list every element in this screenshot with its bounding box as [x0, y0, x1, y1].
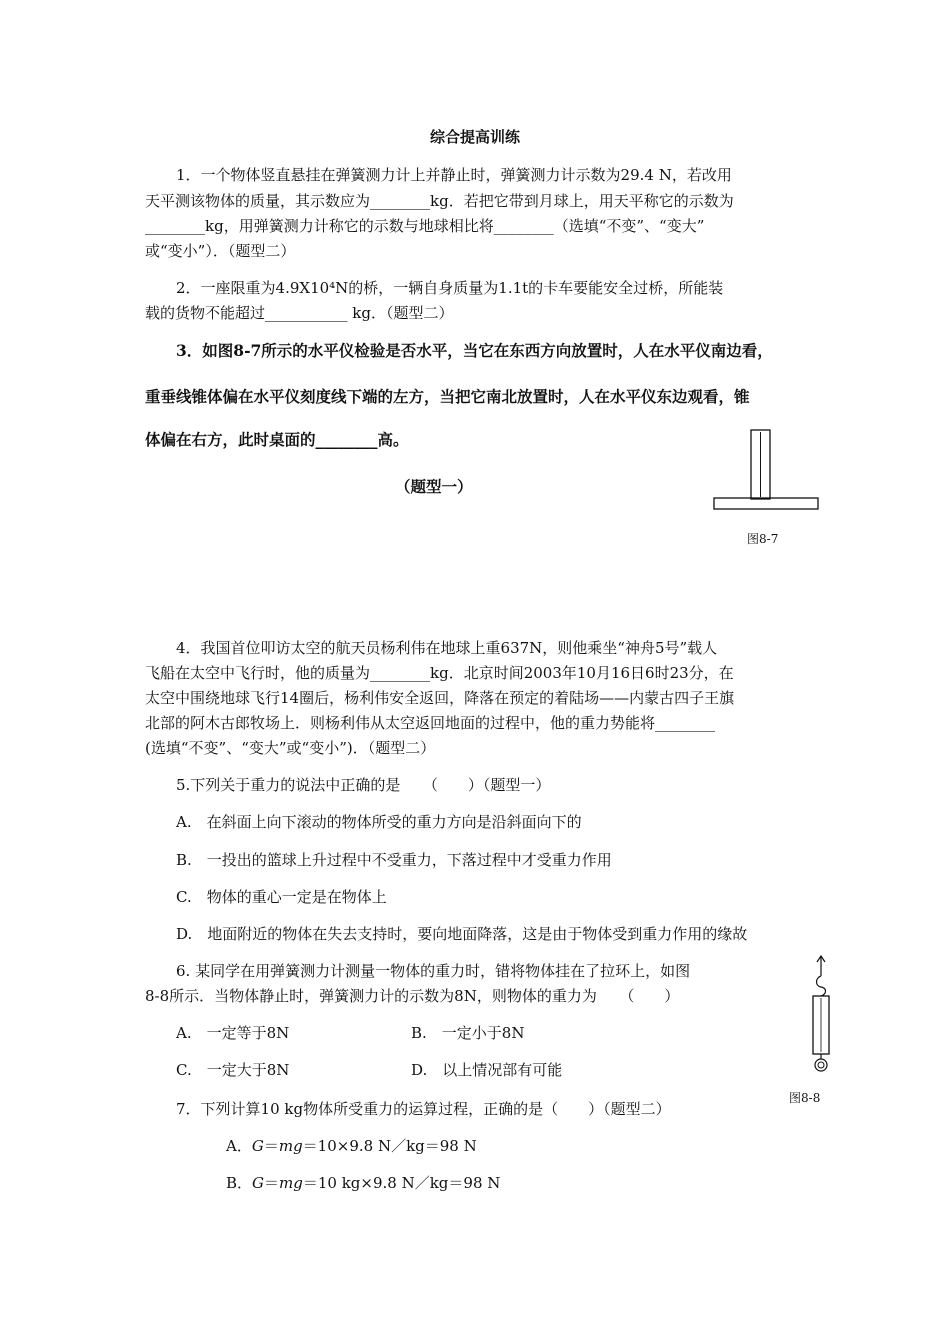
q6-line-1: 6. 某同学在用弹簧测力计测量一物体的重力时，错将物体挂在了拉环上，如图 [176, 962, 691, 980]
hook-icon [817, 976, 826, 996]
q7-b-prefix: B． [226, 1174, 253, 1192]
q6-option-b: B. 一定小于8N [411, 1024, 525, 1042]
q7-b-g: G [252, 1174, 265, 1192]
q1-line-2: 天平测该物体的质量，其示数应为________kg．若把它带到月球上，用天平称它的示数为 [145, 192, 734, 210]
q7-stem: 7．下列计算10 kg物体所受重力的运算过程，正确的是（ ）（题型二） [176, 1100, 671, 1118]
q6-option-d: D. 以上情况部有可能 [411, 1061, 563, 1079]
figure-8-8-caption: 图8-8 [789, 1091, 821, 1105]
q7-b-eq: ＝ [264, 1174, 280, 1192]
q7-a-g: G [251, 1137, 264, 1155]
pull-ring-inner [818, 1062, 824, 1068]
q7-a-prefix: A． [226, 1137, 252, 1155]
q7-a-mg: mg [278, 1137, 303, 1155]
figure-8-7-caption: 图8-7 [747, 532, 779, 546]
q5-stem: 5.下列关于重力的说法中正确的是 （ ）（题型一） [176, 776, 551, 794]
q6-option-a: A. 一定等于8N [176, 1024, 290, 1042]
page-title: 综合提高训练 [429, 128, 520, 146]
q5-option-b: B. 一投出的篮球上升过程中不受重力，下落过程中才受重力作用 [176, 851, 612, 869]
q7-a-eq: ＝ [263, 1137, 279, 1155]
q4-line-5: (选填“不变”、“变大”或“变小”)．（题型二） [145, 739, 436, 757]
q1-line-4: 或“变小”）．（题型二） [145, 242, 296, 260]
q3-line-3: 体偏在右方，此时桌面的________高。 [145, 430, 409, 449]
spring-scale-figure [806, 954, 836, 1074]
q7-b-rest: ＝10 kg×9.8 N／kg＝98 N [302, 1174, 501, 1192]
level-instrument-figure [712, 428, 822, 512]
q6-line-2: 8-8所示．当物体静止时，弹簧测力计的示数为8N，则物体的重力为 （ ） [145, 987, 680, 1005]
q2-line-1: 2．一座限重为4.9X10⁴N的桥，一辆自身质量为1.1t的卡车要能安全过桥，所能装 [176, 279, 724, 297]
q7-option-a [226, 1135, 477, 1156]
q7-option-b [226, 1172, 500, 1193]
q6-option-c: C. 一定大于8N [176, 1061, 290, 1079]
q3-line-1: 3．如图8-7所示的水平仪检验是否水平，当它在东西方向放置时，人在水平仪南边看， [176, 341, 773, 360]
q4-line-3: 太空中围绕地球飞行14圈后，杨利伟安全返回，降落在预定的着陆场——内蒙古四子王旗 [145, 689, 735, 707]
q2-line-2: 载的货物不能超过___________ kg．（题型二） [145, 304, 454, 322]
q7-a-rest: ＝10×9.8 N／kg＝98 N [302, 1137, 477, 1155]
q4-line-1: 4．我国首位叩访太空的航天员杨利伟在地球上重637N，则他乘坐“神舟5号”载人 [176, 639, 718, 657]
q1-line-3: ________kg，用弹簧测力计称它的示数与地球相比将________（选填“不变”、“变大” [145, 217, 705, 235]
q4-line-4: 北部的阿木古郎牧场上．则杨利伟从太空返回地面的过程中，他的重力势能将________ [145, 714, 716, 732]
q3-line-2: 重垂线锥体偏在水平仪刻度线下端的左方，当把它南北放置时，人在水平仪东边观看，锥 [145, 387, 750, 406]
q4-line-2: 飞船在太空中飞行时，他的质量为________kg．北京时间2003年10月16日6时23分，在 [145, 664, 734, 682]
q1-line-1: 1．一个物体竖直悬挂在弹簧测力计上并静止时，弹簧测力计示数为29.4 N，若改用 [176, 166, 732, 184]
pull-ring-icon [815, 1059, 827, 1071]
q5-option-c: C. 物体的重心一定是在物体上 [176, 888, 387, 906]
q5-option-d: D. 地面附近的物体在失去支持时，要向地面降落，这是由于物体受到重力作用的缘故 [176, 925, 748, 943]
q3-question-type: （题型一） [395, 477, 473, 496]
q5-option-a: A. 在斜面上向下滚动的物体所受的重力方向是沿斜面向下的 [176, 813, 582, 831]
q7-b-mg: mg [279, 1174, 303, 1192]
